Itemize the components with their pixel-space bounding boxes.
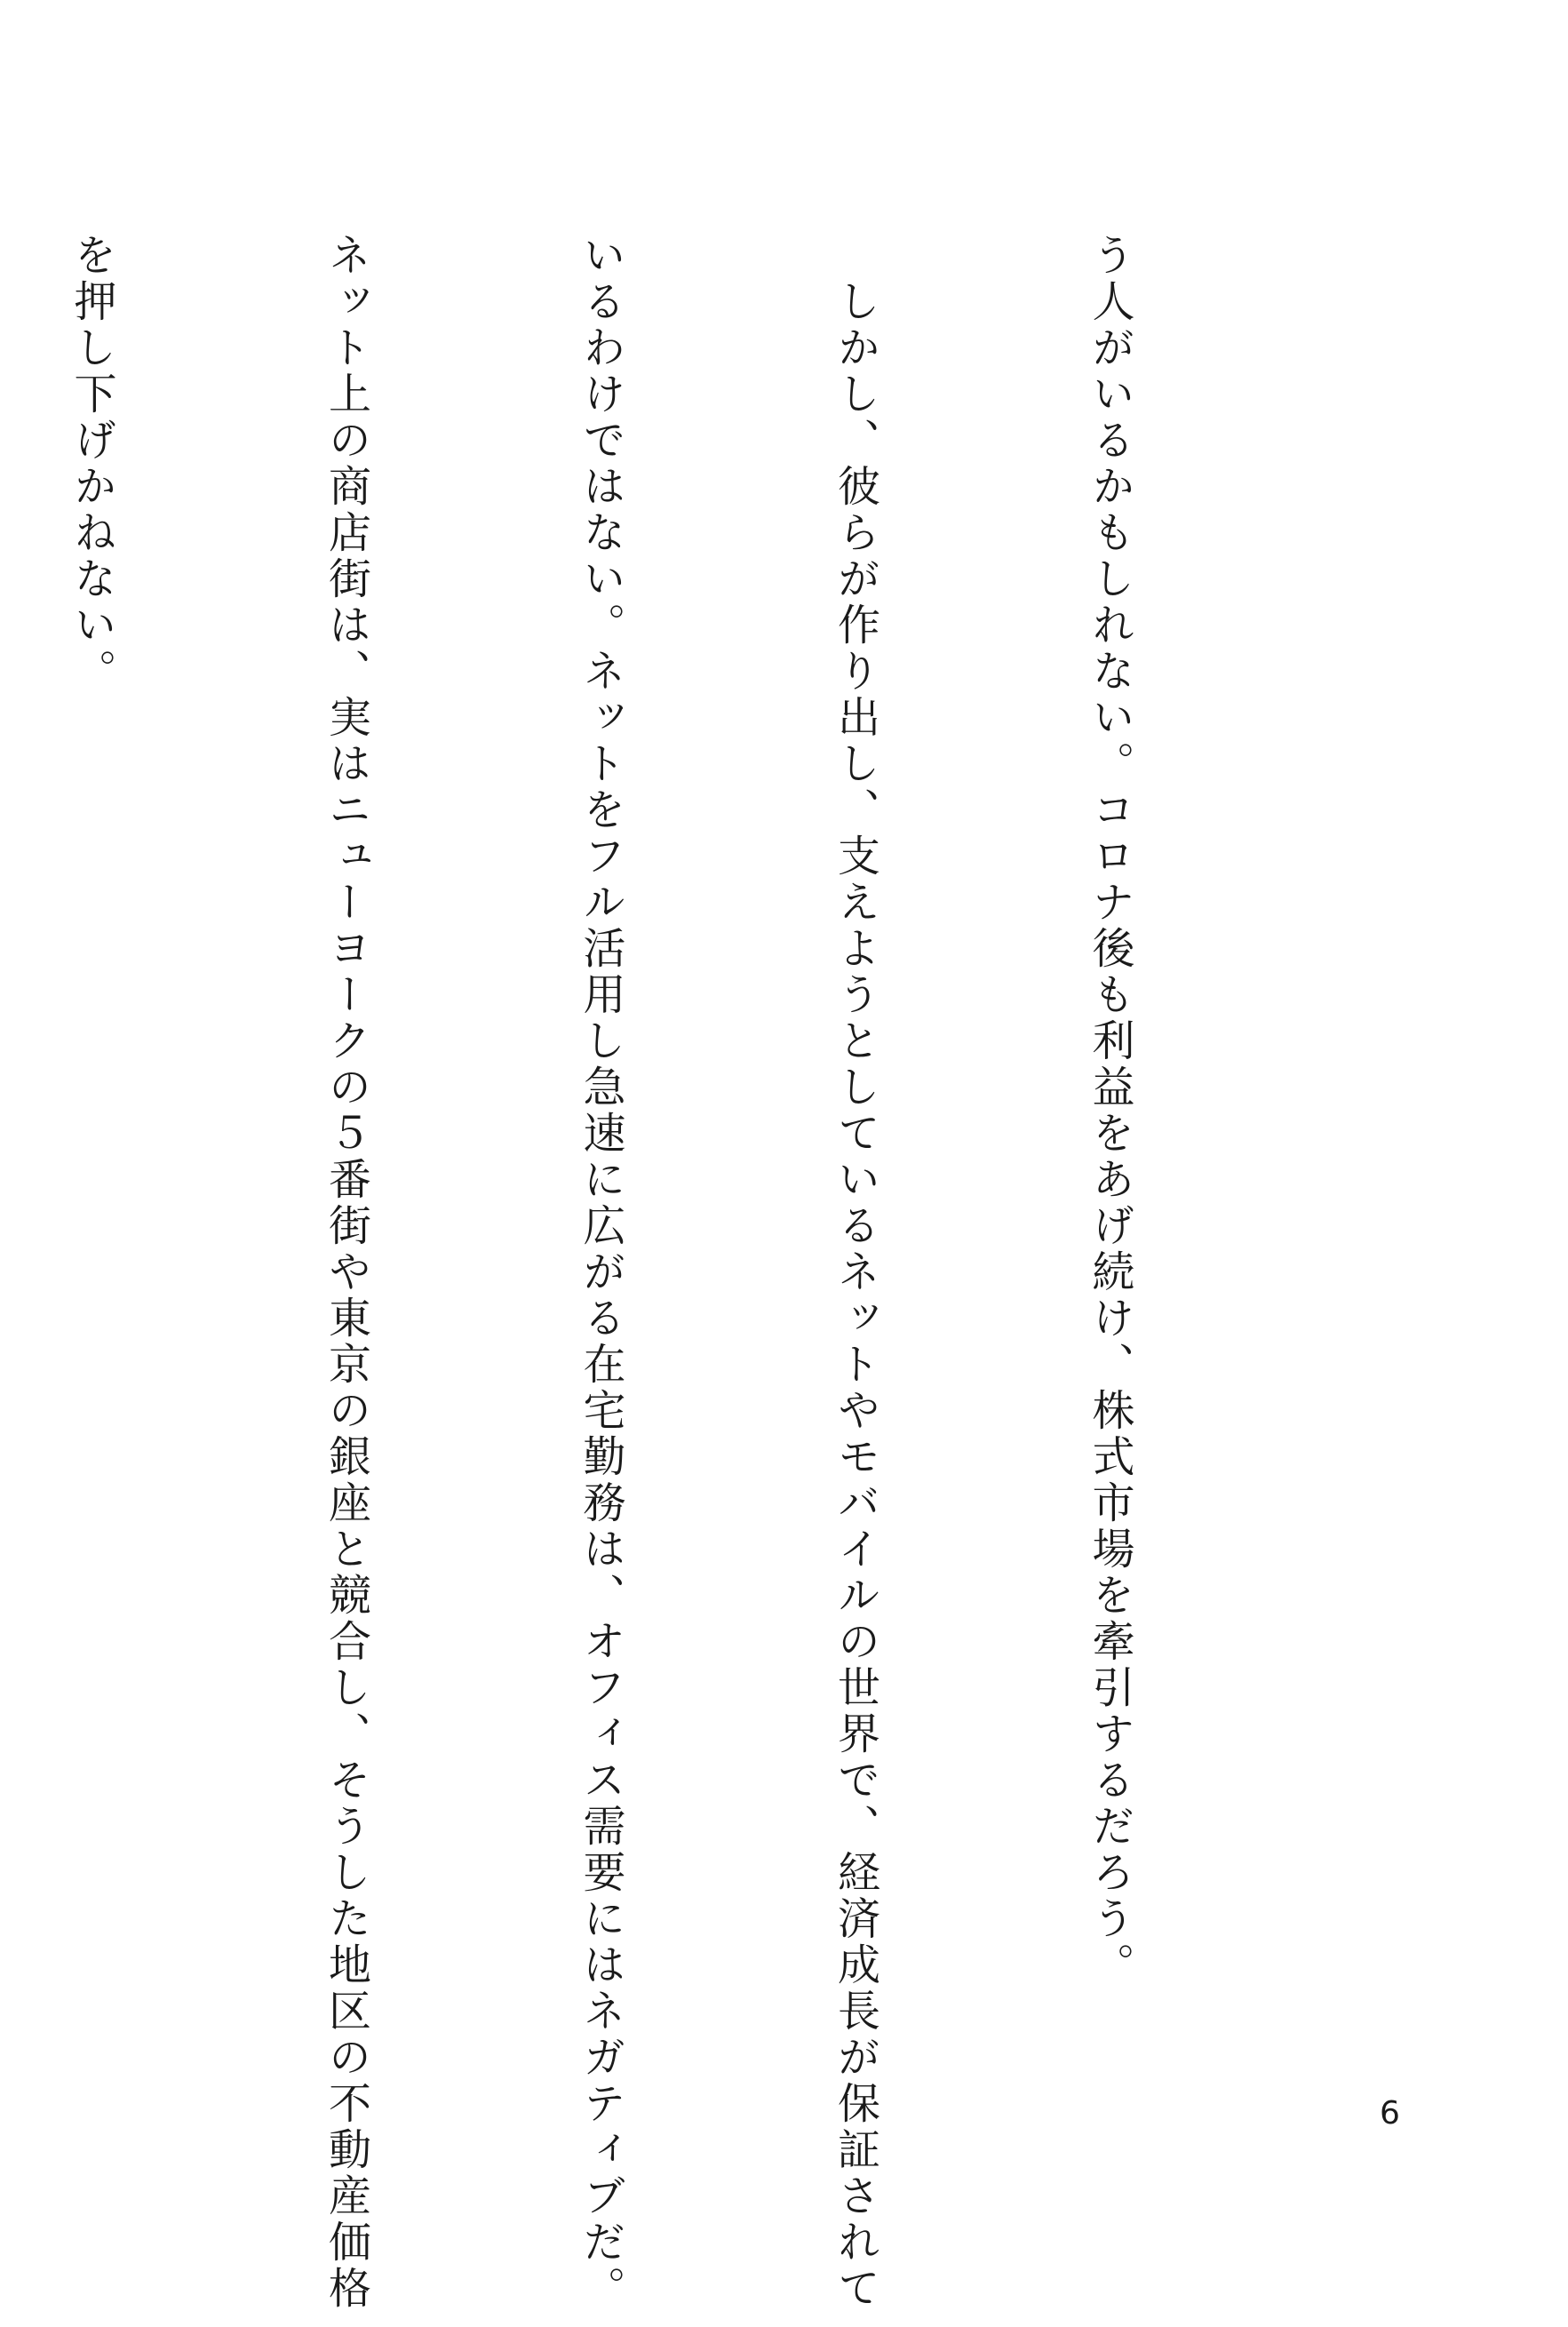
text-line: しかし、彼らが作り出し、支えようとしているネットやモバイルの世界で、経済成長が保証されて: [830, 233, 880, 2312]
text-line: う人がいるかもしれない。コロナ後も利益をあげ続け、株式市場を牽引するだろう。: [1085, 233, 1134, 1988]
text-line: ネット上の商店街は、実はニューヨークの５番街や東京の銀座と競合し、そうした地区の不動産価格: [321, 233, 371, 2312]
text-line: を押し下げかねない。: [67, 233, 116, 695]
page-number: 6: [1380, 2095, 1400, 2132]
text-line: いるわけではない。ネットをフル活用し急速に広がる在宅勤務は、オフィス需要にはネガティブだ。: [576, 233, 625, 2312]
vertical-text-block: [0, 233, 1321, 2312]
